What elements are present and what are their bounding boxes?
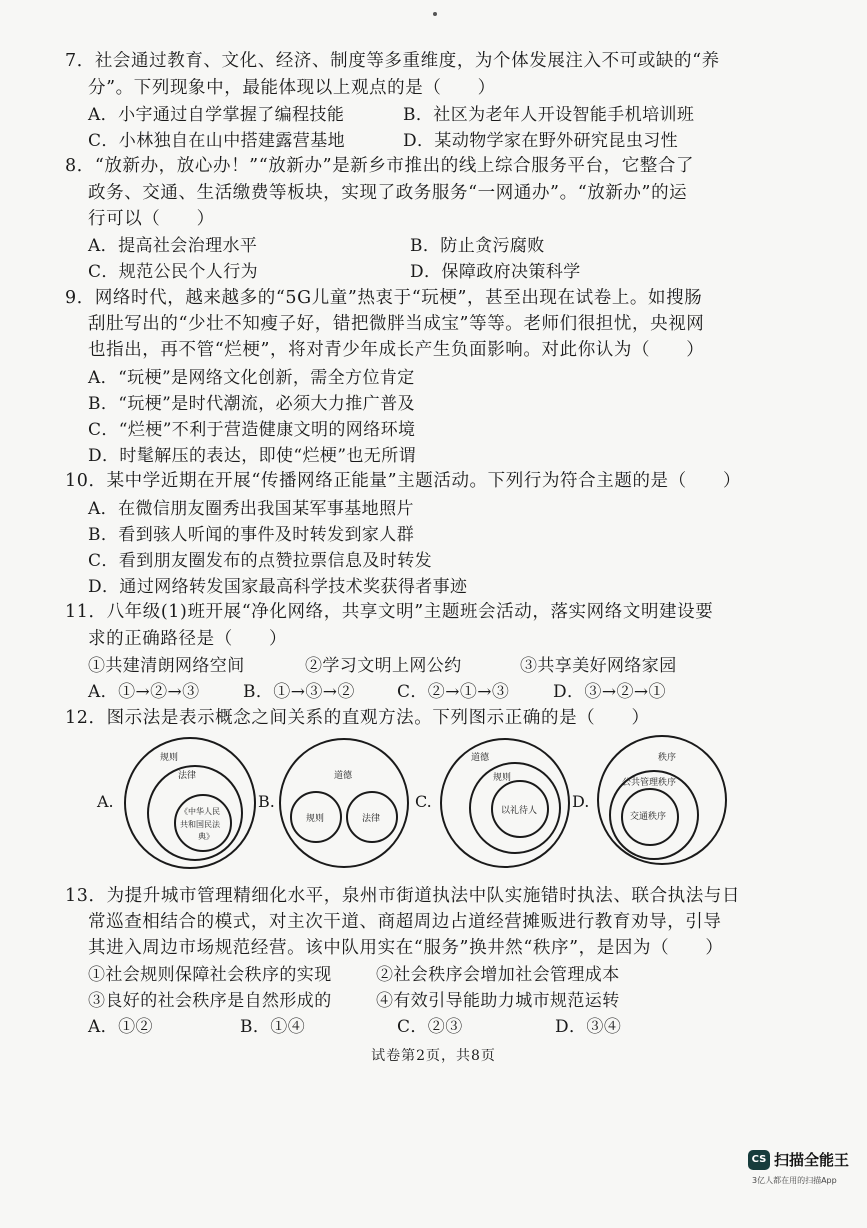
q12-stem-line1: 12．图示法是表示概念之间关系的直观方法。下列图示正确的是（ ） — [65, 708, 650, 728]
q7-option-a: A．小宇通过自学掌握了编程技能 — [88, 105, 345, 125]
diagC-middle-label: 规则 — [493, 773, 512, 783]
diagB-letter: B. — [258, 792, 275, 811]
diagD-outer-label: 秩序 — [658, 753, 677, 763]
diagB-right-label: 法律 — [362, 814, 381, 824]
diagD-inner-label: 交通秩序 — [630, 812, 667, 822]
q9-stem-line3: 也指出，再不管“烂梗”，将对青少年成长产生负面影响。对此你认为（ ） — [88, 340, 705, 360]
q10-stem-line1: 10．某中学近期在开展“传播网络正能量”主题活动。下列行为符合主题的是（ ） — [65, 471, 742, 491]
q10-option-b: B．看到骇人听闻的事件及时转发到家人群 — [88, 525, 415, 545]
q7-option-d: D．某动物学家在野外研究昆虫习性 — [403, 131, 679, 151]
diagC-outer-label: 道德 — [471, 753, 490, 763]
q7-option-c: C．小林独自在山中搭建露营基地 — [88, 131, 346, 151]
q11-option-d: D．③→②→① — [553, 682, 666, 702]
page-footer: 试卷第2页，共8页 — [371, 1048, 496, 1064]
q8-option-d: D．保障政府决策科学 — [410, 262, 581, 282]
q13-option-c: C．②③ — [397, 1017, 463, 1037]
diagB-outer-label: 道德 — [334, 771, 353, 781]
q13-stem-line3: 其进入周边市场规范经营。该中队用实在“服务”换井然“秩序”，是因为（ ） — [88, 938, 724, 958]
q13-option-d: D．③④ — [555, 1017, 622, 1037]
q11-statement-3: ③共享美好网络家园 — [520, 656, 677, 676]
q11-stem-line1: 11．八年级(1)班开展“净化网络，共享文明”主题班会活动，落实网络文明建设要 — [65, 602, 714, 622]
diagC-letter: C. — [415, 792, 432, 811]
scan-speck — [433, 12, 437, 16]
scanner-watermark — [748, 1148, 860, 1192]
camscanner-logo-icon: CS — [748, 1150, 770, 1170]
q13-stem-line2: 常巡查相结合的模式，对主次干道、商超周边占道经营摊贩进行教育劝导，引导 — [88, 912, 722, 932]
q12-diagram-row — [0, 735, 867, 875]
q8-option-a: A．提高社会治理水平 — [88, 236, 258, 256]
q8-stem-line2: 政务、交通、生活缴费等板块，实现了政务服务“一网通办”。“放新办”的运 — [88, 183, 688, 203]
q8-option-b: B．防止贪污腐败 — [410, 236, 545, 256]
q7-stem-line2: 分”。下列现象中，最能体现以上观点的是（ ） — [88, 78, 496, 98]
q9-stem-line2: 刮肚写出的“少壮不知瘦子好，错把微胖当成宝”等等。老师们很担忧，央视网 — [88, 314, 705, 334]
diagA-inner-label-2: 共和国民法 — [180, 820, 220, 829]
diagC-outer-circle — [441, 739, 569, 867]
diagD-letter: D. — [572, 792, 590, 811]
q7-option-b: B．社区为老年人开设智能手机培训班 — [403, 105, 695, 125]
q10-option-a: A．在微信朋友圈秀出我国某军事基地照片 — [88, 499, 414, 519]
q13-statement-3: ③良好的社会秩序是自然形成的 — [88, 991, 332, 1011]
q10-option-c: C．看到朋友圈发布的点赞拉票信息及时转发 — [88, 551, 433, 571]
scanner-app-tagline: 3亿人都在用的扫描App — [752, 1176, 837, 1185]
diagA-middle-label: 法律 — [178, 771, 197, 781]
q11-option-c: C．②→①→③ — [397, 682, 510, 702]
q11-option-a: A．①→②→③ — [88, 682, 200, 702]
q10-option-d: D．通过网络转发国家最高科学技术奖获得者事迹 — [88, 577, 468, 597]
diagB-outer-circle — [280, 739, 408, 867]
q13-statement-2: ②社会秩序会增加社会管理成本 — [376, 965, 620, 985]
diagB-left-label: 规则 — [306, 814, 325, 824]
q9-stem-line1: 9．网络时代，越来越多的“5G儿童”热衷于“玩梗”，甚至出现在试卷上。如搜肠 — [65, 288, 703, 308]
diagA-inner-label-1: 《中华人民 — [180, 807, 220, 816]
q13-stem-line1: 13．为提升城市管理精细化水平，泉州市街道执法中队实施错时执法、联合执法与日 — [65, 886, 741, 906]
q11-statement-2: ②学习文明上网公约 — [305, 656, 462, 676]
q13-statement-1: ①社会规则保障社会秩序的实现 — [88, 965, 332, 985]
q8-option-c: C．规范公民个人行为 — [88, 262, 259, 282]
q11-statement-1: ①共建清朗网络空间 — [88, 656, 245, 676]
q8-stem-line1: 8．“放新办，放心办！”“放新办”是新乡市推出的线上综合服务平台，它整合了 — [65, 156, 695, 176]
diagA-inner-label-3: 典》 — [198, 832, 214, 841]
diagD-middle-label: 公共管理秩序 — [622, 778, 677, 788]
q13-option-a: A．①② — [88, 1017, 153, 1037]
scanner-app-name: 扫描全能王 — [774, 1151, 850, 1169]
q9-option-c: C．“烂梗”不利于营造健康文明的网络环境 — [88, 420, 416, 440]
q9-option-b: B．“玩梗”是时代潮流，必须大力推广普及 — [88, 394, 415, 414]
q9-option-d: D．时髦解压的表达，即使“烂梗”也无所谓 — [88, 446, 417, 466]
q8-stem-line3: 行可以（ ） — [88, 209, 215, 229]
q13-option-b: B．①④ — [240, 1017, 306, 1037]
q11-stem-line2: 求的正确路径是（ ） — [88, 629, 288, 649]
q9-option-a: A．“玩梗”是网络文化创新，需全方位肯定 — [88, 368, 415, 388]
diagA-outer-label: 规则 — [160, 753, 179, 763]
diagC-inner-label: 以礼待人 — [501, 806, 538, 816]
q7-stem-line1: 7．社会通过教育、文化、经济、制度等多重维度，为个体发展注入不可或缺的“养 — [65, 51, 720, 71]
q13-statement-4: ④有效引导能助力城市规范运转 — [376, 991, 620, 1011]
diagA-letter: A. — [97, 792, 114, 811]
q11-option-b: B．①→③→② — [243, 682, 355, 702]
